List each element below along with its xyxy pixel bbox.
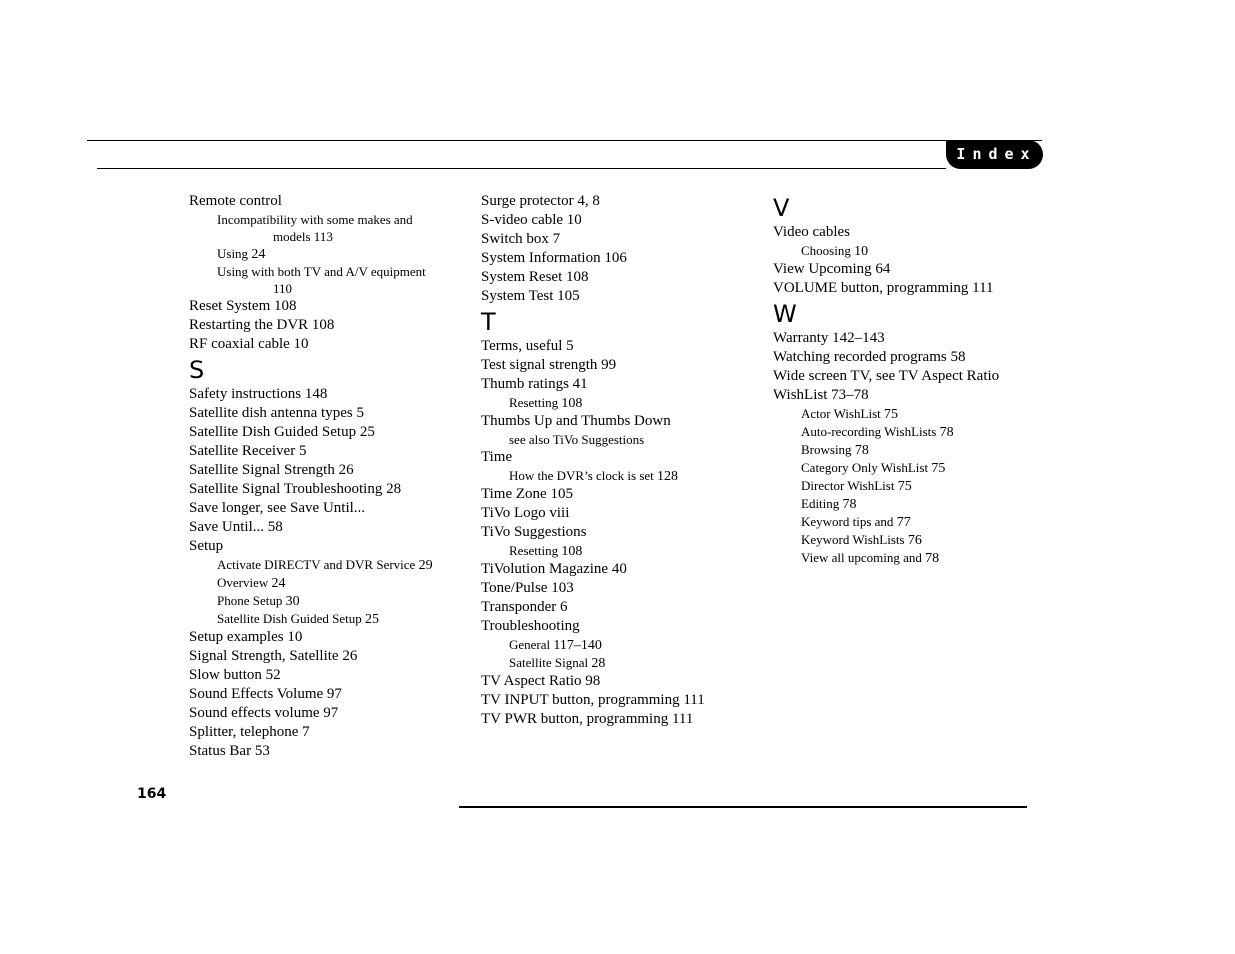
index-entry: Reset System 108 bbox=[189, 298, 297, 314]
index-entry: RF coaxial cable 10 bbox=[189, 336, 309, 352]
index-entry: System Test 105 bbox=[481, 288, 580, 304]
subentry-text: Auto-recording WishLists bbox=[801, 424, 937, 439]
index-subentry bbox=[189, 245, 479, 263]
index-subentry bbox=[773, 405, 1063, 423]
subentry-page: 24 bbox=[251, 247, 266, 262]
index-subentry-continuation: models 113 bbox=[273, 229, 333, 244]
index-column-2 bbox=[481, 192, 771, 729]
subentry-text: Director WishList bbox=[801, 478, 895, 493]
subentry-page: 29 bbox=[418, 558, 433, 573]
subentry-page: 78 bbox=[925, 551, 940, 566]
index-entry: VOLUME button, programming 111 bbox=[773, 280, 994, 296]
subentry-text: Overview bbox=[217, 575, 269, 590]
subentry-page: 78 bbox=[842, 497, 857, 512]
index-subentry bbox=[189, 211, 479, 228]
index-entry: TV PWR button, programming 111 bbox=[481, 711, 694, 727]
index-subentry bbox=[189, 610, 479, 628]
index-entry: Thumb ratings 41 bbox=[481, 376, 588, 392]
index-entry: Save longer, see Save Until... bbox=[189, 500, 366, 516]
index-subentry bbox=[189, 263, 479, 280]
index-entry: Terms, useful 5 bbox=[481, 338, 574, 354]
index-entry: Satellite Signal Troubleshooting 28 bbox=[189, 481, 402, 497]
subentry-text: Keyword WishLists bbox=[801, 532, 905, 547]
index-entry: Test signal strength 99 bbox=[481, 357, 617, 373]
subentry-text: see also TiVo Suggestions bbox=[509, 432, 645, 447]
subentry-page: 75 bbox=[931, 461, 946, 476]
index-column-3 bbox=[773, 192, 1063, 567]
index-entry: TV INPUT button, programming 111 bbox=[481, 692, 705, 708]
section-letter: T bbox=[481, 308, 496, 336]
index-subentry bbox=[773, 441, 1063, 459]
index-subentry bbox=[773, 477, 1063, 495]
index-subentry bbox=[773, 549, 1063, 567]
subentry-text: Resetting bbox=[509, 543, 559, 558]
index-entry: S-video cable 10 bbox=[481, 212, 582, 228]
subentry-page: 25 bbox=[365, 612, 380, 627]
subentry-text: Incompatibility with some makes and bbox=[217, 212, 413, 227]
section-letter: V bbox=[773, 194, 790, 222]
subentry-text: Actor WishList bbox=[801, 406, 881, 421]
subentry-page: 77 bbox=[896, 515, 911, 530]
subentry-text: Using bbox=[217, 246, 249, 261]
index-entry: Setup examples 10 bbox=[189, 629, 303, 645]
subentry-text: Satellite Dish Guided Setup bbox=[217, 611, 362, 626]
index-entry: Satellite Receiver 5 bbox=[189, 443, 307, 459]
index-entry: Switch box 7 bbox=[481, 231, 561, 247]
index-entry: Restarting the DVR 108 bbox=[189, 317, 335, 333]
subentry-text: Keyword tips and bbox=[801, 514, 894, 529]
subentry-text: How the DVR’s clock is set bbox=[509, 468, 654, 483]
subentry-text: Resetting bbox=[509, 395, 559, 410]
index-entry: Satellite Signal Strength 26 bbox=[189, 462, 354, 478]
index-entry: Remote control bbox=[189, 193, 282, 209]
header-rule-bottom bbox=[97, 168, 946, 169]
subentry-page: 30 bbox=[285, 594, 300, 609]
header-rule-top bbox=[87, 140, 1042, 141]
subentry-page: 75 bbox=[884, 407, 899, 422]
subentry-page: 128 bbox=[657, 469, 679, 484]
subentry-page: 24 bbox=[271, 576, 286, 591]
index-entry: Sound effects volume 97 bbox=[189, 705, 339, 721]
index-entry: Setup bbox=[189, 538, 224, 554]
index-entry: View Upcoming 64 bbox=[773, 261, 891, 277]
index-subentry bbox=[773, 459, 1063, 477]
subentry-text: View all upcoming and bbox=[801, 550, 922, 565]
subentry-text: Browsing bbox=[801, 442, 852, 457]
index-entry: Warranty 142–143 bbox=[773, 330, 885, 346]
index-subentry bbox=[189, 592, 479, 610]
subentry-page: 76 bbox=[907, 533, 922, 548]
index-subentry bbox=[773, 531, 1063, 549]
index-entry: System Reset 108 bbox=[481, 269, 589, 285]
subentry-text: Using with both TV and A/V equipment bbox=[217, 264, 426, 279]
index-subentry bbox=[189, 556, 479, 574]
index-subentry bbox=[481, 394, 771, 412]
section-tab-index: Index bbox=[946, 140, 1043, 169]
index-subentry bbox=[773, 513, 1063, 531]
index-subentry bbox=[773, 495, 1063, 513]
subentry-page: 108 bbox=[561, 544, 583, 559]
index-entry: TiVolution Magazine 40 bbox=[481, 561, 627, 577]
index-entry: Save Until... 58 bbox=[189, 519, 283, 535]
index-subentry bbox=[481, 654, 771, 672]
index-entry: TV Aspect Ratio 98 bbox=[481, 673, 601, 689]
index-entry: Sound Effects Volume 97 bbox=[189, 686, 342, 702]
subentry-page: 75 bbox=[897, 479, 912, 494]
section-letter: S bbox=[189, 356, 205, 384]
index-subentry bbox=[189, 574, 479, 592]
index-subentry bbox=[773, 242, 1063, 260]
subentry-page: 78 bbox=[939, 425, 954, 440]
index-entry: Watching recorded programs 58 bbox=[773, 349, 966, 365]
index-entry: Transponder 6 bbox=[481, 599, 568, 615]
page-number: 164 bbox=[137, 786, 167, 802]
index-subentry bbox=[481, 542, 771, 560]
index-entry: Slow button 52 bbox=[189, 667, 281, 683]
index-entry: Tone/Pulse 103 bbox=[481, 580, 574, 596]
index-subentry bbox=[481, 431, 771, 448]
index-subentry bbox=[773, 423, 1063, 441]
index-subentry bbox=[481, 467, 771, 485]
index-entry: Time bbox=[481, 449, 513, 465]
index-entry: Satellite Dish Guided Setup 25 bbox=[189, 424, 375, 440]
section-letter: W bbox=[773, 300, 797, 328]
subentry-page: 10 bbox=[854, 244, 869, 259]
index-column-1 bbox=[189, 192, 479, 761]
index-entry: WishList 73–78 bbox=[773, 387, 869, 403]
subentry-text: Editing bbox=[801, 496, 840, 511]
index-entry: Signal Strength, Satellite 26 bbox=[189, 648, 358, 664]
index-entry: TiVo Logo viii bbox=[481, 505, 570, 521]
subentry-text: Activate DIRECTV and DVR Service bbox=[217, 557, 416, 572]
index-entry: Satellite dish antenna types 5 bbox=[189, 405, 364, 421]
index-entry: Video cables bbox=[773, 224, 850, 240]
subentry-text: Category Only WishList bbox=[801, 460, 929, 475]
index-entry: Troubleshooting bbox=[481, 618, 580, 634]
footer-rule bbox=[459, 806, 1027, 808]
index-entry: Surge protector 4, 8 bbox=[481, 193, 600, 209]
subentry-page: 28 bbox=[591, 656, 606, 671]
index-entry: Status Bar 53 bbox=[189, 743, 270, 759]
index-entry: Splitter, telephone 7 bbox=[189, 724, 310, 740]
subentry-text: Choosing bbox=[801, 243, 851, 258]
subentry-page: 78 bbox=[854, 443, 869, 458]
index-subentry bbox=[481, 636, 771, 654]
index-entry: Thumbs Up and Thumbs Down bbox=[481, 413, 671, 429]
subentry-text: General bbox=[509, 637, 551, 652]
index-entry: Time Zone 105 bbox=[481, 486, 573, 502]
index-entry: System Information 106 bbox=[481, 250, 627, 266]
subentry-page: 108 bbox=[561, 396, 583, 411]
index-entry: TiVo Suggestions bbox=[481, 524, 587, 540]
subentry-text: Phone Setup bbox=[217, 593, 283, 608]
subentry-page: 117–140 bbox=[553, 638, 602, 653]
index-subentry-continuation: 110 bbox=[273, 281, 293, 296]
index-entry: Wide screen TV, see TV Aspect Ratio bbox=[773, 368, 1000, 384]
subentry-text: Satellite Signal bbox=[509, 655, 589, 670]
index-entry: Safety instructions 148 bbox=[189, 386, 328, 402]
